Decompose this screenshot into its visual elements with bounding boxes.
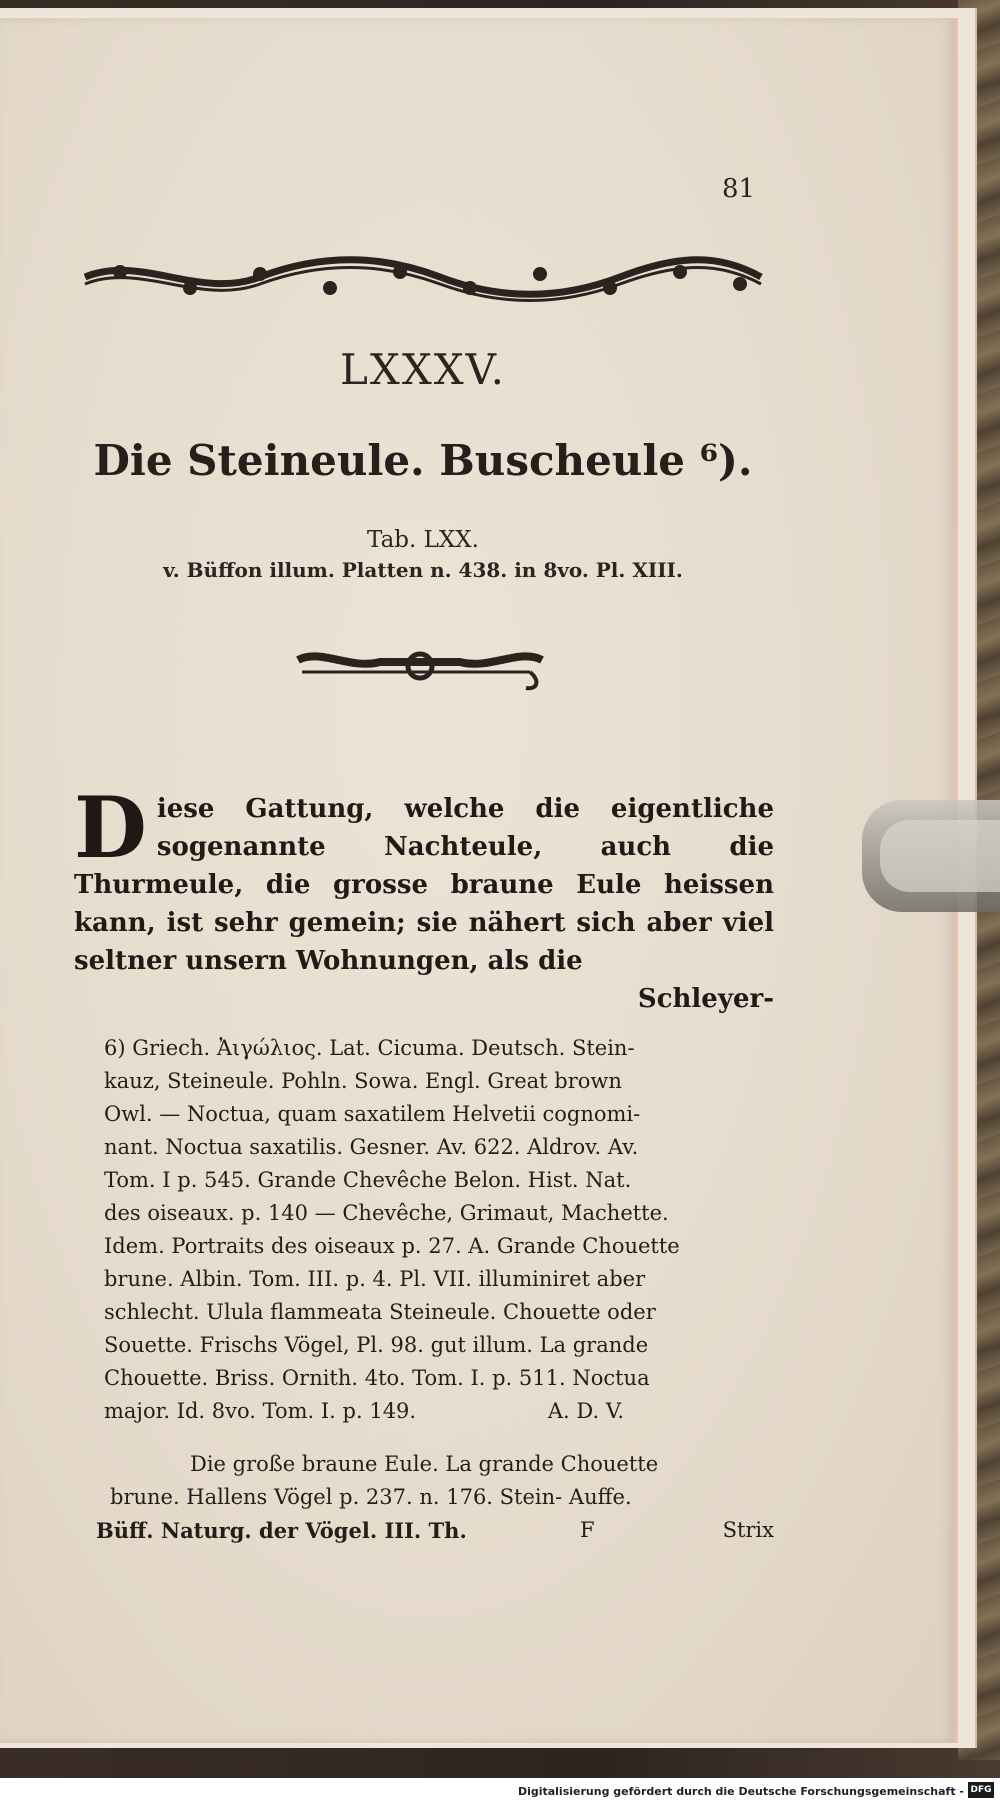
footnote-line: Tom. I p. 545. Grande Chevêche Belon. Hist. Nat. [104, 1168, 632, 1192]
catchword: Schleyer- [637, 984, 774, 1014]
footnote-line: Chouette. Briss. Ornith. 4to. Tom. I. p. 511. Noctua [104, 1366, 650, 1390]
footnote-line: nant. Noctua saxatilis. Gesner. Av. 622. Aldrov. Av. [104, 1135, 639, 1159]
buffon-reference: v. Büffon illum. Platten n. 438. in 8vo. Pl. XIII. [163, 558, 683, 582]
footnote-line: Idem. Portraits des oiseaux p. 27. A. Grande Chouette [104, 1234, 680, 1258]
continuation-line: brune. Hallens Vögel p. 237. n. 176. Stein- Auffe. [110, 1485, 632, 1509]
footnote-line: Owl. — Noctua, quam saxatilem Helvetii cognomi- [104, 1102, 641, 1126]
paragraph-text: iese Gattung, welche die eigentliche sogenannte Nachteule, auch die Thurmeule, die grosse braune Eule heissen kann, ist sehr gemein; sie nähert sich aber viel seltner unsern Wohnungen, als die [74, 794, 774, 976]
footnote-line: major. Id. 8vo. Tom. I. p. 149. [104, 1399, 417, 1423]
chapter-title: Die Steineule. Buscheule ⁶). [93, 436, 753, 485]
footnote-line: schlecht. Ulula flammeata Steineule. Chouette oder [104, 1300, 656, 1324]
running-foot-line [96, 1514, 774, 1547]
footnote-line: Souette. Frischs Vögel, Pl. 98. gut illum. La grande [104, 1333, 649, 1357]
footnote-6 [104, 1032, 774, 1428]
footnote-line: des oiseaux. p. 140 — Chevêche, Grimaut, Machette. [104, 1201, 669, 1225]
garland-ornament [80, 244, 766, 310]
drop-cap: D [74, 778, 147, 877]
dfg-logo: DFG [968, 1782, 994, 1798]
footnote-line: kauz, Steineule. Pohln. Sowa. Engl. Great brown [104, 1069, 622, 1093]
continuation-block [96, 1448, 774, 1547]
footnote-line: brune. Albin. Tom. III. p. 4. Pl. VII. illuminiret aber [104, 1267, 646, 1291]
continuation-line: Die große braune Eule. La grande Chouette [190, 1452, 659, 1476]
running-foot: Büff. Naturg. der Vögel. III. Th. [96, 1518, 467, 1543]
plate-reference: Tab. LXX. [367, 527, 479, 553]
main-paragraph [74, 778, 774, 1018]
catchword: Strix [722, 1518, 774, 1542]
footnote-signature: A. D. V. [547, 1399, 624, 1423]
page-clip-highlight [880, 820, 1000, 892]
section-number: LXXXV. [340, 345, 506, 394]
signature-mark: F [580, 1518, 595, 1542]
digitization-note: Digitalisierung gefördert durch die Deutsche Forschungsgemeinschaft - [517, 1785, 964, 1798]
footnote-line: 6) Griech. Ἀιγώλιος. Lat. Cicuma. Deutsch. Stein- [104, 1036, 635, 1060]
page-number: 81 [722, 174, 756, 204]
scroll-ornament [290, 640, 550, 692]
